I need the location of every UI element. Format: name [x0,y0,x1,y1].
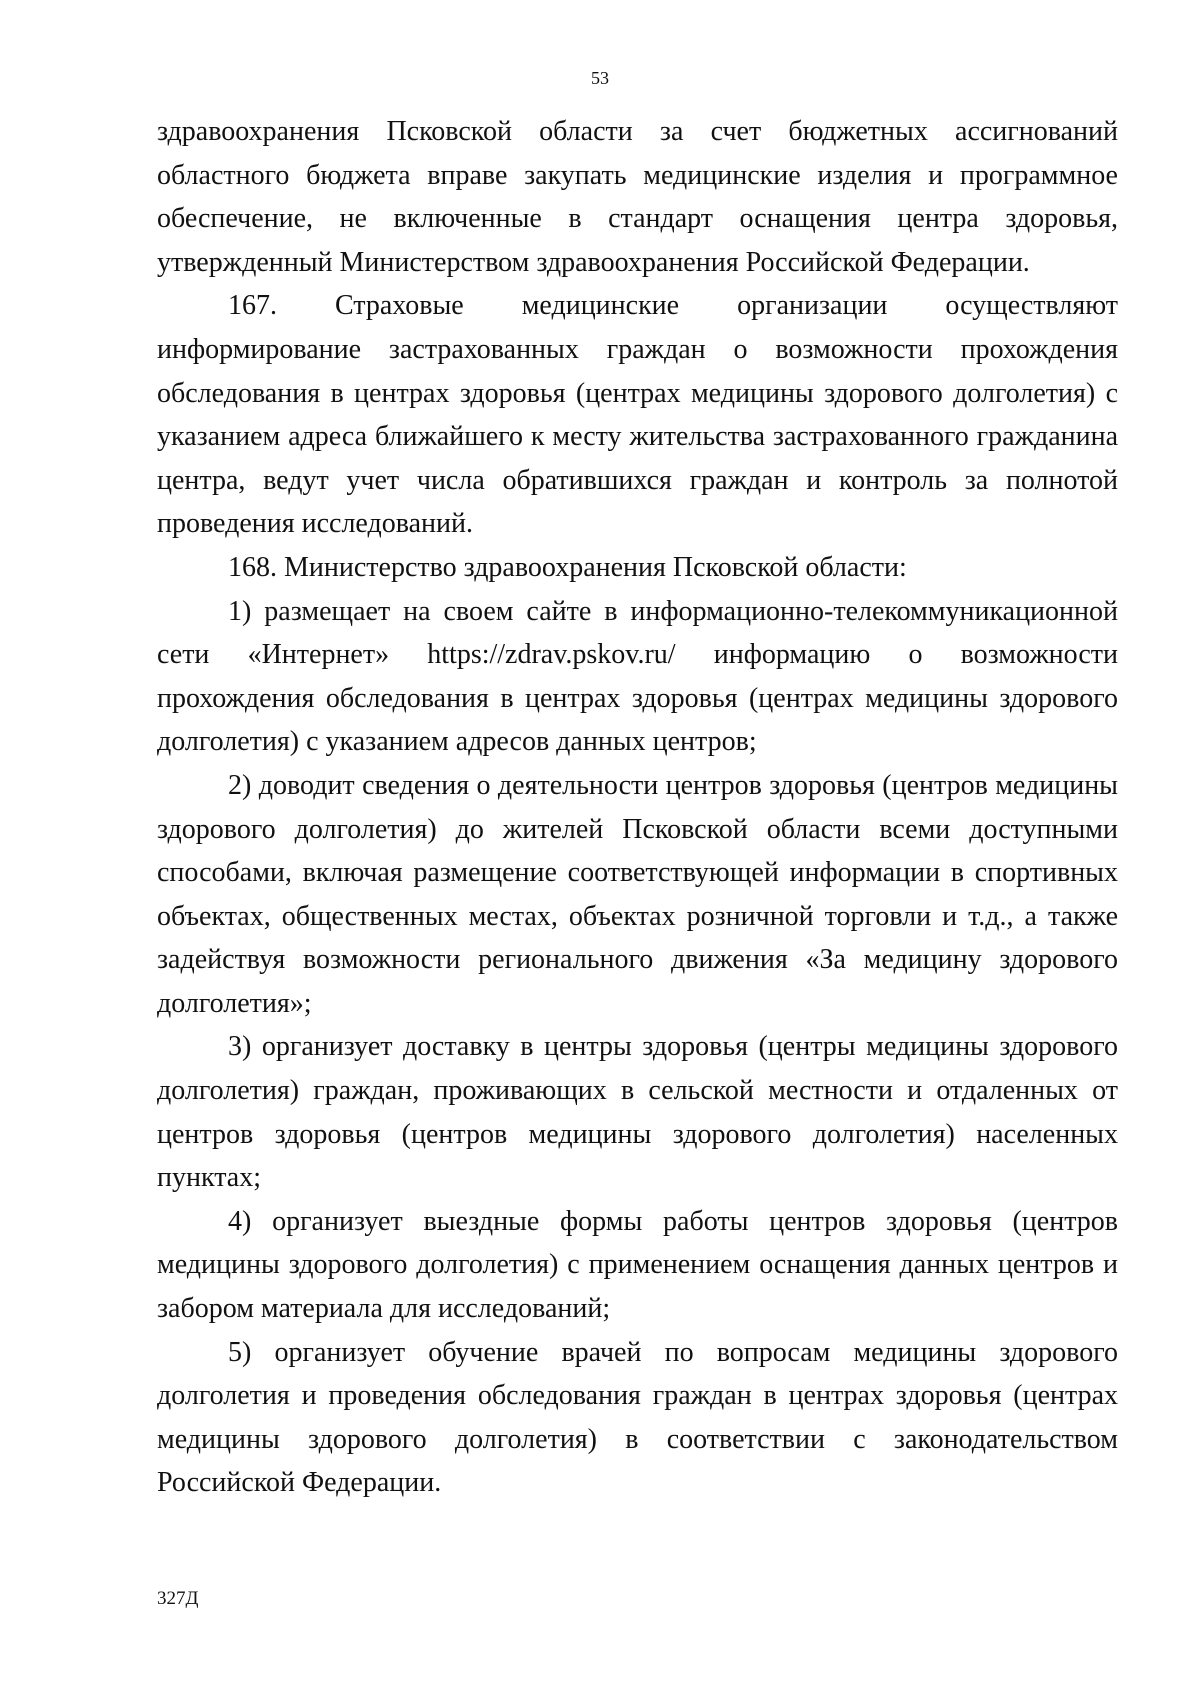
page-number: 53 [591,68,609,88]
list-item-2: 2) доводит сведения о деятельности центров здоровья (центров медицины здорового долголетия) до жителей Псковской области всеми доступными способами, включая размещение соответствующей информации в спортивных объектах, общественных местах, объектах розничной торговли и т.д., а также задействуя возможности регионального движения «За медицину здорового долголетия»; [157,769,1118,1019]
document-body [157,110,1118,1505]
list-item-3: 3) организует доставку в центры здоровья (центры медицины здорового долголетия) граждан, проживающих в сельской местности и отдаленных от центров здоровья (центров медицины здорового долголетия) населенных пунктах; [157,1031,1118,1194]
paragraph-167: 167. Страховые медицинские организации осуществляют информирование застрахованных граждан о возможности прохождения обследования в центрах здоровья (центрах медицины здорового долголетия) с указанием адреса ближайшего к месту жительства застрахованного гражданина центра, ведут учет числа обратившихся граждан и контроль за полнотой проведения исследований. [157,290,1118,540]
paragraph-continuation: здравоохранения Псковской области за счет бюджетных ассигнований областного бюджета вправе закупать медицинские изделия и программное обеспечение, не включенные в стандарт оснащения центра здоровья, утвержденный Министерством здравоохранения Российской Федерации. [157,116,1118,278]
document-code: 327Д [157,1588,199,1609]
list-item-4: 4) организует выездные формы работы центров здоровья (центров медицины здорового долголетия) с применением оснащения данных центров и забором материала для исследований; [157,1205,1118,1325]
paragraph-168: 168. Министерство здравоохранения Псковской области: [228,551,907,583]
list-item-1: 1) размещает на своем сайте в информационно-телекоммуникационной сети «Интернет» https://zdrav.pskov.ru/ информацию о возможности прохождения обследования в центрах здоровья (центрах медицины здорового долголетия) с указанием адресов данных центров; [157,595,1118,758]
list-item-5: 5) организует обучение врачей по вопросам медицины здорового долголетия и проведения обследования граждан в центрах здоровья (центрах медицины здорового долголетия) в соответствии с законодательством Российской Федерации. [157,1336,1118,1499]
